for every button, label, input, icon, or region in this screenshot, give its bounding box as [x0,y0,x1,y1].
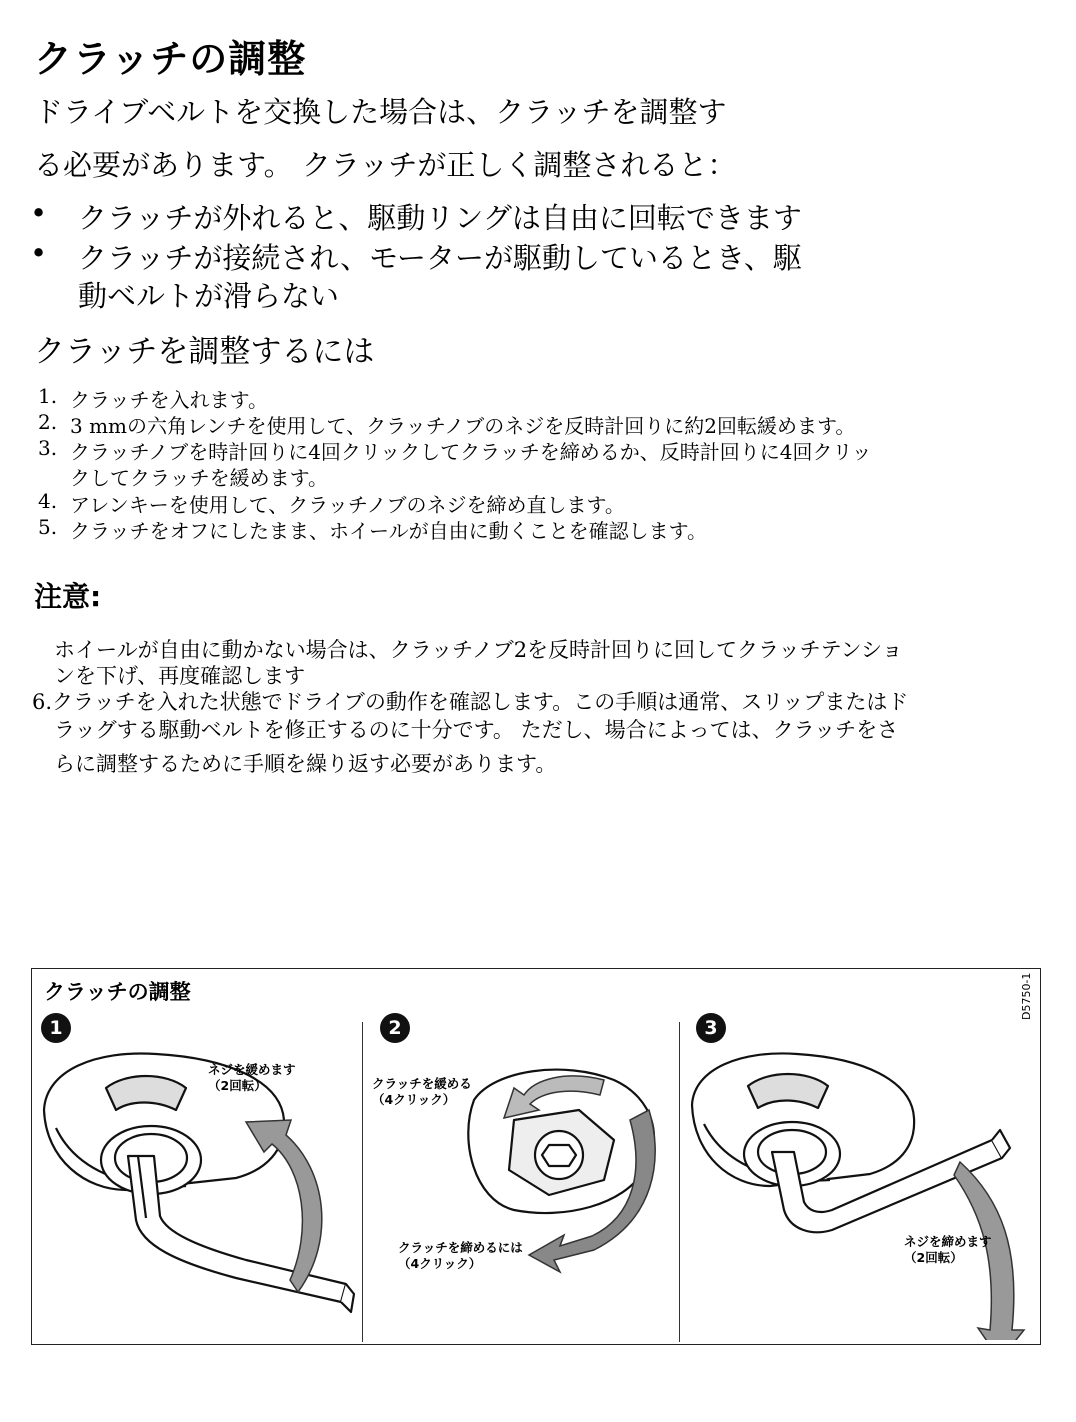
step-number: 4. [38,489,58,513]
note-line: ラッグする駆動ベルトを修正するのに十分です。 ただし、場合によっては、クラッチをさ [54,718,899,742]
note-heading: 注意: [34,580,102,613]
callout-label: ネジを締めます （2回転） [904,1234,992,1265]
page-title: クラッチの調整 [34,37,307,81]
panel-number-badge: 2 [380,1013,410,1043]
section-heading: クラッチを調整するには [34,334,375,370]
step-text: クラッチを入れます。 [70,388,268,412]
callout-label: クラッチを緩める （4クリック） [372,1076,472,1107]
note-line: 6.クラッチを入れた状態でドライブの動作を確認します。この手順は通常、スリップまたはド [32,690,909,714]
callout-label: クラッチを締めるには （4クリック） [398,1240,523,1271]
panel-divider [679,1022,680,1342]
figure-title: クラッチの調整 [44,980,191,1004]
step-text: クラッチノブを時計回りに4回クリックしてクラッチを締めるか、反時計回りに4回クリッ [70,440,872,464]
panel-number-badge: 1 [41,1013,71,1043]
bullet-text: クラッチが外れると、駆動リングは自由に回転できます [78,201,802,235]
step-number: 5. [38,515,58,539]
step-text: 3 mmの六角レンチを使用して、クラッチノブのネジを反時計回りに約2回転緩めます。 [70,414,856,438]
note-line: ホイールが自由に動かない場合は、クラッチノブ2を反時計回りに回してクラッチテンショ [54,638,903,662]
step-text: アレンキーを使用して、クラッチノブのネジを締め直します。 [70,493,625,517]
step-number: 3. [38,436,58,460]
figure-id: D5750-1 [1020,972,1033,1020]
intro-line-1: ドライブベルトを交換した場合は、クラッチを調整す [34,95,727,129]
panel-number-badge: 3 [696,1013,726,1043]
step-text: クラッチをオフにしたまま、ホイールが自由に動くことを確認します。 [70,519,707,543]
knob-tighten-screw-illustration [682,1040,1038,1340]
callout-label: ネジを緩めます （2回転） [208,1062,296,1093]
bullet-text: 動ベルトが滑らない [78,279,340,313]
note-line: ンを下げ、再度確認します [54,664,306,688]
bullet-marker: • [30,236,48,270]
knob-loosen-screw-illustration [36,1040,362,1340]
bullet-text: クラッチが接続され、モーターが駆動しているとき、駆 [78,241,802,275]
step-number: 1. [38,384,58,408]
step-number: 2. [38,410,58,434]
note-line: らに調整するために手順を繰り返す必要があります。 [54,752,557,776]
panel-divider [362,1022,363,1342]
step-text: クしてクラッチを緩めます。 [70,466,328,490]
intro-line-2: る必要があります。 クラッチが正しく調整されると： [34,148,737,182]
bullet-marker: • [30,196,48,230]
